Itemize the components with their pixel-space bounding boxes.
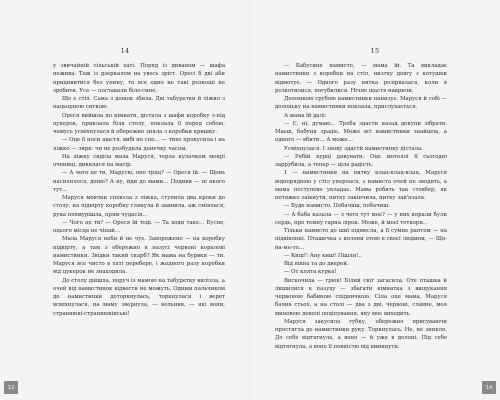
paragraph: Ореся вийшла до кімнати, дістала з шафи коробку з-під цукерок, приклала біля столу, поклала її перед собою, чомусь усміхнулася й обережно зняла з коробки кришку. — [53, 112, 225, 135]
paragraph: Мала Маруся небн й не чує. Заворожено — на коробку підвірту, а там з обережно в пазусі червоні коралові намистинки. Звідки такий скарб? Як мама на бурвки — ти. Маруся все чисто в хаті перебере, і жодного разу коробки від цукерок не знаходила. — [53, 236, 225, 276]
paragraph: Тільки намисто до шиї підмесла, а її сумне раптом — на підвіконні. Пташечка з колони отою в своєї людини, — Що-на-ме-то… — [275, 228, 447, 251]
paragraph: До столу дійшла, поруч із мамою на табуретку вилізла, а очей від намистинок відвести не можуть. Одним пальчиком до намистинки доторкнулась, торкнулася і верет всміхнулася, на маму звернула, — вольнив, — які вони, страннюкі-страннюківські! — [53, 277, 225, 317]
page-tab-number: 14 — [482, 381, 496, 394]
page-number-top: 14 — [120, 47, 130, 55]
page-tab-number: 12 — [4, 381, 18, 394]
paragraph: На ліжку сиділа мала Маруся, терла кулачком мокрі очениці, дивилася на матір. — [53, 153, 225, 168]
right-page — [250, 0, 500, 400]
paragraph: Маруся закусила губку, обережно присуваючи простягла до намистинки руку. Торкнулась. Не, не зникло. До себе відтягнула, а воно — й уже в долоні. Під себе відтягнула, а воно її повністю від вимкнути. — [275, 318, 447, 350]
paragraph: — Бабусине намисто, — мама їй. Та викладає намистинки з коробки на стіл, низтку довгу з котушки відмотує. — Одного разу нитка розірвалася, коли я розкотилися, погубилися. Нічне щастя наврили. — [275, 63, 447, 94]
paragraph: у звичайній сільській хаті. Поряд із диваном — шафа нежива. Тож із дзеркалом на увесь зріст. Оресі б дві аби придивитися без упину, то все одно не такі розкоші не зробити. Усе — поставали біло-сине. — [53, 63, 225, 94]
paragraph: Від вікна та до дверей. — [284, 261, 349, 267]
paragraph: Вискочила — грюк! Білий світ загасила. Оте пташка й лишилися в пазуху — збагати кімнатка з вищукання червоною бабиною спідничкою. Сіла оце мама, Маруся бачив стьох, а на столі — два з дві, червоні, славне, моя миновою доволі поціпування, яку моє виходить. — [275, 277, 447, 317]
paragraph: Ще є стіл. Сама з дощок збила. Дві табуретки й ліжко з пацьорною ситкою. — [53, 96, 225, 111]
paragraph: — Рябій курці дякувати. Оце мотоллі її сьогодні заррубила, а тепер — ціла радість. — [275, 153, 447, 168]
paragraph: — Оце її носи щастя, вибі не спо… — тихо прокусила і на ліжко — зирк: чи не розбудила донечку часом. — [53, 137, 225, 152]
paragraph: — Киш!! Ану киш! Пішли!.. — [284, 252, 362, 259]
page-number-top: 15 — [370, 47, 380, 55]
paragraph: — Буде намисто. Побачиш, побачиш. — [284, 203, 390, 210]
paragraph: — Чого це ти? — Ореся їй тоді. — Та ходи таке… Бусне, оцього місця не чіпай… — [53, 219, 225, 234]
paragraph: А мама їй далі: — [284, 112, 327, 119]
left-page-text — [53, 62, 225, 318]
right-page-text — [275, 62, 447, 351]
paragraph: 1 — намистинки на нитку клац-клац-клац. Маруся відпорядною у стіл уперлася, з намиста очей не зводить, а мама поступово укладає. Мама робить так стовбер, як потяжко заїкнути, нитку закінчила, нитку зав'язала. — [275, 170, 447, 201]
paragraph: Усміхнулася. І знову здастй намистинку дістала. — [284, 145, 423, 152]
paragraph: — А чого це ти, Марусю, опе тріщ? — Ореся їй. — Щонь насилилося, доню? А ну, йди до мами… Подиви — ні якого тут… — [53, 170, 225, 193]
paragraph: — Є, ні, думаю… Треба здасти назад докупи зібрати. Маєш, бабуня зрадіє. Може всі намистинки знайшла, а одного — вбити… А може… — [275, 120, 447, 144]
paragraph: — От клята курка! — [284, 269, 337, 276]
paragraph: — А баба казала — з чого тут моє? — у них корали були сердь, про темну гарна лірок. Може, й моєї теткори… — [275, 211, 447, 226]
paragraph: Маруся мовчки сповзла з ліжка, ступила два кроки до столу, на підвірту коробку глянула й завмила, аж сміялася, рука похмурішла, прям чудасія… — [53, 195, 225, 218]
paragraph: Доломкою грубою намистинки нанизує. Маруся й собі — долоньку на намистинки поклала, прислухається. — [275, 96, 447, 111]
